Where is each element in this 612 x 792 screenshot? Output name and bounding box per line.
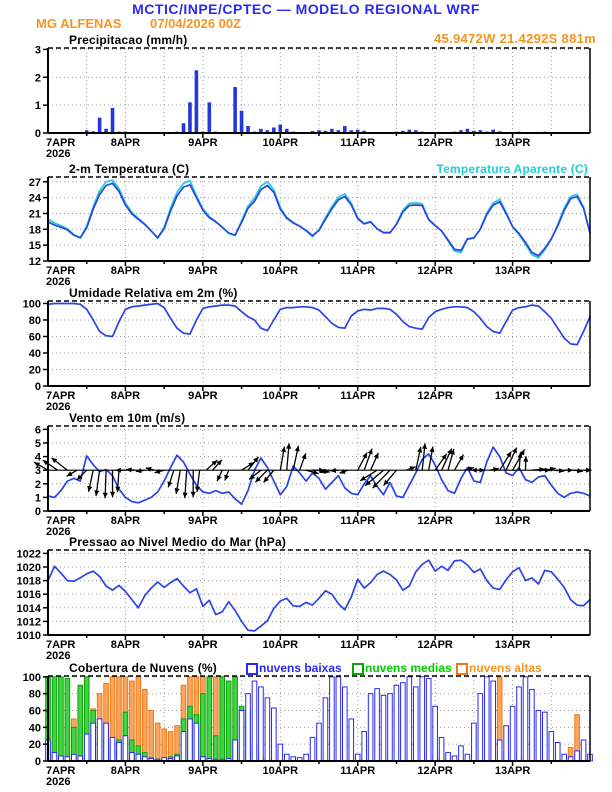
- cloud-bar: [207, 677, 212, 761]
- cloud-bar: [336, 677, 341, 761]
- cloud-bar: [413, 687, 418, 761]
- precipitation-bar: [233, 87, 237, 133]
- cloud-bar: [510, 706, 515, 761]
- cloud-bar: [343, 687, 348, 761]
- svg-text:1012: 1012: [16, 616, 41, 629]
- cloud-bar: [497, 740, 502, 761]
- cloud-bar: [530, 689, 535, 761]
- low-clouds-legend-label: nuvens baixas: [259, 661, 342, 675]
- svg-text:2026: 2026: [46, 526, 71, 538]
- cloud-bar: [181, 732, 186, 761]
- cloud-bar: [504, 726, 509, 761]
- svg-text:12APR: 12APR: [417, 639, 453, 651]
- cloud-bar: [368, 694, 373, 761]
- cloud-bar: [575, 751, 580, 761]
- svg-text:7APR: 7APR: [46, 137, 76, 149]
- svg-text:2: 2: [34, 72, 41, 85]
- cloud-bar: [194, 723, 199, 761]
- pressure-line: [48, 560, 590, 631]
- svg-text:0: 0: [34, 128, 41, 140]
- svg-text:11APR: 11APR: [340, 265, 376, 277]
- temperature-panel: [29, 177, 590, 288]
- cloud-bar: [149, 711, 154, 761]
- station-name: MG ALFENAS: [36, 16, 122, 31]
- svg-text:0: 0: [34, 381, 41, 393]
- panel-title-pressure: Pressao ao Nivel Medio do Mar (hPa): [69, 535, 287, 549]
- svg-text:13APR: 13APR: [494, 639, 531, 651]
- svg-text:18: 18: [28, 224, 41, 237]
- cloud-bar: [349, 719, 354, 761]
- svg-text:0: 0: [34, 506, 41, 518]
- mid-clouds-legend-label: nuvens medias: [365, 661, 452, 675]
- svg-text:11APR: 11APR: [340, 639, 376, 651]
- svg-text:12APR: 12APR: [417, 137, 453, 149]
- cloud-bar: [472, 723, 477, 761]
- svg-text:1020: 1020: [16, 562, 41, 574]
- precipitation-bar: [278, 125, 282, 133]
- cloud-bar: [233, 740, 238, 761]
- cloud-bar: [123, 736, 128, 761]
- svg-text:2026: 2026: [46, 650, 71, 662]
- precipitation-bar: [195, 70, 199, 133]
- svg-text:60: 60: [28, 331, 41, 344]
- svg-text:10APR: 10APR: [262, 390, 299, 402]
- panel-title-wind: Vento em 10m (m/s): [69, 411, 186, 425]
- cloud-bar: [549, 732, 554, 761]
- cloud-bar: [188, 719, 193, 761]
- cloud-bar: [465, 754, 470, 761]
- cloud-bar: [317, 723, 322, 761]
- svg-text:12APR: 12APR: [417, 515, 453, 527]
- cloud-bar: [555, 742, 560, 761]
- cloud-bar: [78, 685, 83, 761]
- cloud-bar: [213, 736, 218, 761]
- cloud-bar: [433, 706, 438, 761]
- cloud-bar: [155, 723, 160, 761]
- svg-text:12APR: 12APR: [417, 265, 453, 277]
- cloud-bar: [265, 698, 270, 761]
- svg-text:21: 21: [28, 208, 41, 221]
- svg-text:8APR: 8APR: [110, 137, 141, 149]
- svg-text:9APR: 9APR: [188, 639, 218, 651]
- svg-text:11APR: 11APR: [340, 137, 376, 149]
- cloud-bar: [226, 681, 231, 761]
- svg-text:13APR: 13APR: [494, 265, 531, 277]
- cloud-bar: [130, 753, 135, 761]
- svg-text:9APR: 9APR: [188, 390, 218, 402]
- svg-text:9APR: 9APR: [188, 765, 218, 777]
- svg-text:1016: 1016: [16, 589, 41, 602]
- cloud-bar: [278, 744, 283, 761]
- cloud-bar: [543, 712, 548, 761]
- svg-text:10APR: 10APR: [262, 265, 299, 277]
- precipitation-bar: [246, 126, 250, 133]
- panel-title-apparent-temperature: Temperatura Aparente (C): [436, 162, 588, 176]
- svg-text:8APR: 8APR: [110, 265, 141, 277]
- svg-text:2026: 2026: [46, 776, 71, 788]
- svg-text:80: 80: [28, 688, 41, 701]
- svg-text:9APR: 9APR: [188, 137, 218, 149]
- svg-text:7APR: 7APR: [46, 639, 76, 651]
- svg-text:5: 5: [34, 438, 41, 450]
- svg-text:9APR: 9APR: [188, 265, 218, 277]
- svg-text:11APR: 11APR: [340, 390, 376, 402]
- panel-title-cloud-cover: Cobertura de Nuvens (%): [69, 661, 217, 675]
- cloud-bar: [104, 723, 109, 761]
- svg-text:2026: 2026: [46, 401, 71, 413]
- cloud-bar: [284, 754, 289, 761]
- humidity-panel: [23, 298, 590, 413]
- svg-text:12APR: 12APR: [417, 765, 453, 777]
- cloud-bar: [426, 679, 431, 761]
- cloud-bar: [97, 719, 102, 761]
- svg-text:12APR: 12APR: [417, 390, 453, 402]
- svg-text:100: 100: [22, 298, 41, 311]
- svg-text:10APR: 10APR: [262, 137, 299, 149]
- cloud-bar: [84, 734, 89, 761]
- svg-text:3: 3: [34, 44, 41, 57]
- precipitation-bar: [208, 102, 212, 133]
- svg-text:15: 15: [28, 240, 41, 253]
- svg-text:13APR: 13APR: [494, 390, 531, 402]
- cloud-bar: [478, 694, 483, 761]
- svg-text:11APR: 11APR: [340, 515, 376, 527]
- run-datetime: 07/04/2026 00Z: [150, 16, 242, 31]
- cloud-bar: [562, 754, 567, 761]
- cloud-bar: [523, 677, 528, 761]
- high-clouds-legend-label: nuvens altas: [469, 661, 542, 675]
- svg-text:80: 80: [28, 314, 41, 327]
- cloud-bar: [484, 677, 489, 761]
- svg-text:11APR: 11APR: [340, 765, 376, 777]
- svg-text:13APR: 13APR: [494, 515, 531, 527]
- svg-text:10APR: 10APR: [262, 765, 299, 777]
- humidity-line: [48, 304, 590, 345]
- cloud-bar: [388, 694, 393, 761]
- panel-title-humidity: Umidade Relativa em 2m (%): [69, 286, 238, 300]
- cloud-bar: [420, 677, 425, 761]
- pressure-panel: [17, 548, 590, 662]
- svg-text:20: 20: [28, 739, 41, 752]
- cloud-bar: [246, 694, 251, 761]
- svg-text:1014: 1014: [16, 602, 41, 615]
- cloud-bar: [91, 723, 96, 761]
- svg-text:13APR: 13APR: [494, 765, 531, 777]
- svg-text:100: 100: [22, 671, 41, 684]
- cloud-bar: [536, 711, 541, 761]
- svg-text:7APR: 7APR: [46, 390, 76, 402]
- precipitation-bar: [240, 111, 244, 133]
- svg-text:4: 4: [34, 451, 41, 464]
- svg-text:27: 27: [28, 176, 41, 189]
- cloud-bar: [72, 754, 77, 761]
- svg-text:2: 2: [34, 478, 41, 491]
- svg-text:7APR: 7APR: [46, 265, 76, 277]
- svg-text:24: 24: [28, 192, 41, 205]
- svg-text:10APR: 10APR: [262, 515, 299, 527]
- cloud-bar: [220, 677, 225, 761]
- cloud-bar: [117, 742, 122, 761]
- cloud-bar: [381, 695, 386, 761]
- cloud-bar: [239, 711, 244, 761]
- svg-text:9APR: 9APR: [188, 515, 218, 527]
- precipitation-bar: [343, 126, 347, 133]
- svg-text:1022: 1022: [16, 548, 41, 561]
- cloud-bar: [581, 740, 586, 761]
- svg-text:7APR: 7APR: [46, 515, 76, 527]
- svg-text:7APR: 7APR: [46, 765, 76, 777]
- svg-text:8APR: 8APR: [110, 390, 141, 402]
- svg-text:13APR: 13APR: [494, 137, 531, 149]
- cloud-bar: [362, 732, 367, 761]
- cloud-bar: [355, 754, 360, 761]
- cloud-bar: [310, 737, 315, 761]
- svg-text:1: 1: [34, 100, 41, 113]
- svg-text:10APR: 10APR: [262, 639, 299, 651]
- cloud-bar: [491, 681, 496, 761]
- cloud-bar: [272, 708, 277, 761]
- cloud-bar: [517, 687, 522, 761]
- cloud-bar: [394, 685, 399, 761]
- cloud-bar: [201, 694, 206, 761]
- cloud-bar: [162, 729, 167, 761]
- svg-text:40: 40: [28, 347, 41, 360]
- cloud-bar: [259, 687, 264, 761]
- svg-text:1018: 1018: [16, 575, 41, 588]
- cloud-bar: [52, 753, 57, 761]
- svg-text:1010: 1010: [16, 630, 41, 642]
- svg-text:8APR: 8APR: [110, 765, 141, 777]
- svg-text:2026: 2026: [46, 276, 71, 288]
- svg-text:8APR: 8APR: [110, 515, 141, 527]
- panel-title-precipitation: Precipitacao (mm/h): [69, 33, 188, 47]
- svg-text:8APR: 8APR: [110, 639, 141, 651]
- page-title: MCTIC/INPE/CPTEC — MODELO REGIONAL WRF: [132, 1, 480, 17]
- wind-panel: [34, 424, 591, 538]
- cloud-bar: [110, 737, 115, 761]
- precipitation-bar: [98, 118, 102, 133]
- svg-text:40: 40: [28, 722, 41, 735]
- cloud-bar: [52, 677, 57, 761]
- cloud-bar: [142, 689, 147, 761]
- cloud-bar: [446, 753, 451, 761]
- cloud-bar: [459, 746, 464, 761]
- cloud-bar: [59, 677, 64, 761]
- precipitation-panel: [35, 44, 592, 160]
- cloud-bar: [407, 677, 412, 761]
- svg-text:12: 12: [28, 256, 41, 268]
- station-coordinates: 45.9472W 21.4292S 881m: [434, 31, 596, 46]
- svg-text:20: 20: [28, 364, 41, 377]
- panel-title-temperature: 2-m Temperatura (C): [69, 162, 190, 176]
- cloud-bar: [330, 677, 335, 761]
- cloud-bar: [252, 681, 257, 761]
- svg-text:3: 3: [34, 465, 41, 478]
- svg-text:6: 6: [34, 424, 41, 437]
- svg-text:2026: 2026: [46, 148, 71, 160]
- cloud-cover-panel: [23, 672, 593, 788]
- cloud-bar: [136, 754, 141, 761]
- cloud-bar: [65, 679, 70, 761]
- precipitation-bar: [188, 102, 192, 133]
- svg-text:60: 60: [28, 705, 41, 718]
- precipitation-bar: [182, 123, 186, 133]
- cloud-bar: [375, 689, 380, 761]
- cloud-bar: [304, 754, 309, 761]
- svg-text:1: 1: [34, 492, 41, 505]
- cloud-bar: [439, 737, 444, 761]
- cloud-bar: [323, 698, 328, 761]
- cloud-bar: [401, 683, 406, 761]
- svg-text:0: 0: [34, 756, 41, 768]
- precipitation-bar: [111, 108, 115, 133]
